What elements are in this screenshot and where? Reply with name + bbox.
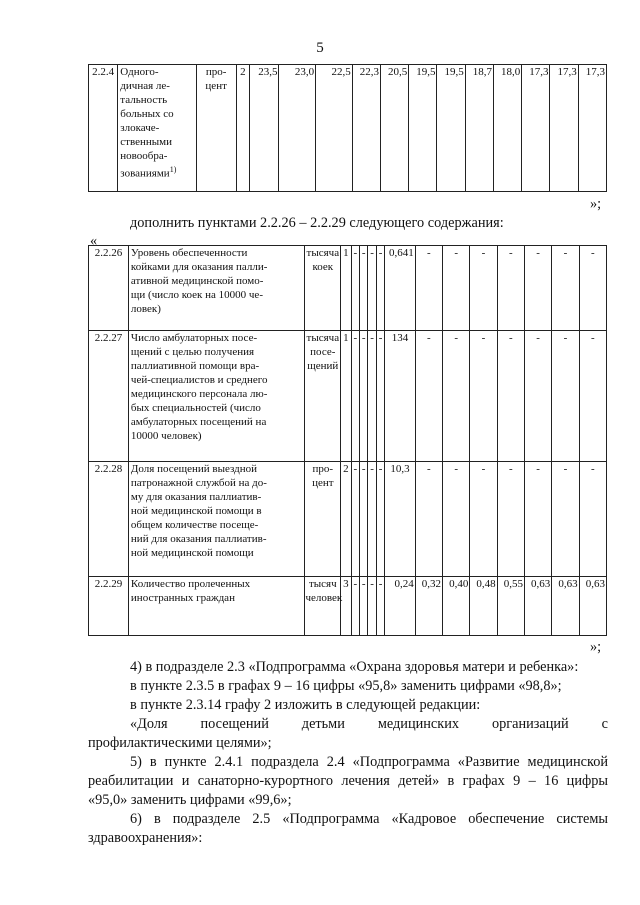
row-col: 2 (341, 461, 352, 576)
row-number: 2.2.28 (89, 461, 129, 576)
row-number: 2.2.26 (89, 246, 129, 331)
row-name: Количество пролеченных иностранных граждан (128, 576, 305, 635)
value-cell: - (579, 330, 606, 461)
row-name: Одного- дичная ле- тальность больных со злокаче- ственными новообра- зованиями$^{1)}$ (118, 65, 196, 192)
table-row (89, 576, 607, 635)
paragraph-4-line-4: «Доля посещений детьми медицинских организаций с (130, 716, 608, 732)
value-cell: 0,63 (552, 576, 579, 635)
value-cell: 23,0 (279, 65, 316, 192)
paragraph-4-line-1: 4) в подразделе 2.3 «Подпрограмма «Охрана здоровья матери и ребенка»: (130, 659, 579, 675)
value-cell: 19,5 (437, 65, 465, 192)
value-cell: 0,32 (415, 576, 442, 635)
value-cell: - (470, 461, 497, 576)
open-quote: « (90, 233, 98, 249)
table-2-2-26-29 (88, 245, 607, 636)
row-col: 3 (341, 576, 352, 635)
row-unit: тысяч человек (305, 576, 341, 635)
row-unit: тысяча посе- щений (305, 330, 341, 461)
intro-line: дополнить пунктами 2.2.26 – 2.2.29 следующего содержания: (130, 215, 504, 231)
row-col2: 2 (236, 65, 250, 192)
row-unit: про- цент (305, 461, 341, 576)
value-cell: 0,40 (443, 576, 470, 635)
row-col: - (376, 330, 384, 461)
table-row (89, 246, 607, 331)
value-cell: - (497, 246, 524, 331)
value-cell: - (552, 461, 579, 576)
value-cell: - (497, 461, 524, 576)
value-cell: 0,641 (385, 246, 415, 331)
row-col: - (351, 461, 359, 576)
row-number: 2.2.4 (89, 65, 118, 192)
table-row (89, 65, 607, 192)
row-number: 2.2.29 (89, 576, 129, 635)
row-unit: про- цент (196, 65, 236, 192)
row-name: Уровень обеспеченности койками для оказания палли- ативной медицинской помо- щи (число коек на 10000 че- ловек) (128, 246, 305, 331)
row-col: - (360, 461, 368, 576)
paragraph-4-line-3: в пункте 2.3.14 графу 2 изложить в следующей редакции: (130, 697, 481, 713)
row-col: - (360, 246, 368, 331)
value-cell: 22,5 (316, 65, 353, 192)
value-cell: - (552, 330, 579, 461)
row-col: - (351, 576, 359, 635)
value-cell: 17,3 (550, 65, 578, 192)
value-cell: 20,5 (380, 65, 408, 192)
value-cell: - (524, 461, 551, 576)
value-cell: 18,0 (493, 65, 521, 192)
page-number: 5 (316, 40, 324, 56)
value-cell: - (497, 330, 524, 461)
value-cell: - (579, 461, 606, 576)
value-cell: 0,63 (524, 576, 551, 635)
row-col: - (376, 461, 384, 576)
row-col: - (368, 246, 376, 331)
paragraph-5-line-3: «95,0» заменить цифрами «99,6»; (88, 792, 292, 808)
row-col: - (368, 330, 376, 461)
paragraph-5-line-2: реабилитации и санаторно-курортного лечения детей» в графах 9 – 16 цифры (88, 773, 608, 789)
row-unit: тысяча коек (305, 246, 341, 331)
row-col: - (360, 576, 368, 635)
row-col: - (376, 576, 384, 635)
value-cell: - (415, 246, 442, 331)
value-cell: 23,5 (250, 65, 279, 192)
paragraph-6-line-2: здравоохранения»: (88, 830, 203, 846)
value-cell: - (415, 461, 442, 576)
table-row (89, 330, 607, 461)
row-name: Доля посещений выездной патронажной службой на до- му для оказания паллиатив- ной медицинской помощи в общем количестве посеще- ний для оказания паллиатив- ной медицинской помощи (128, 461, 305, 576)
paragraph-4-line-5: профилактическими целями»; (88, 735, 272, 751)
table-row (89, 461, 607, 576)
closing-quote-2: »; (590, 639, 602, 655)
value-cell: 0,48 (470, 576, 497, 635)
value-cell: - (443, 461, 470, 576)
value-cell: - (415, 330, 442, 461)
row-col: - (360, 330, 368, 461)
row-number: 2.2.27 (89, 330, 129, 461)
value-cell: - (470, 330, 497, 461)
value-cell: 0,63 (579, 576, 606, 635)
value-cell: 10,3 (385, 461, 415, 576)
row-col: - (368, 576, 376, 635)
value-cell: - (524, 330, 551, 461)
row-col: 1 (341, 330, 352, 461)
paragraph-4-line-2: в пункте 2.3.5 в графах 9 – 16 цифры «95,8» заменить цифрами «98,8»; (130, 678, 562, 694)
value-cell: 17,3 (578, 65, 606, 192)
footnote-marker: 1) (169, 165, 177, 174)
value-cell: 22,3 (352, 65, 380, 192)
closing-quote-1: »; (590, 196, 602, 212)
value-cell: - (443, 246, 470, 331)
table-2-2-4 (88, 64, 607, 192)
row-col: - (351, 246, 359, 331)
paragraph-5-line-1: 5) в пункте 2.4.1 подраздела 2.4 «Подпрограмма «Развитие медицинской (130, 754, 608, 770)
value-cell: 0,55 (497, 576, 524, 635)
value-cell: 0,24 (385, 576, 415, 635)
value-cell: 19,5 (409, 65, 437, 192)
value-cell: - (552, 246, 579, 331)
row-name: Число амбулаторных посе- щений с целью получения паллиативной помощи вра- чей-специалистов и среднего медицинского персонала лю- бых специальностей (число амбулаторных посещений на 10000 человек) (128, 330, 305, 461)
value-cell: 18,7 (465, 65, 493, 192)
row-col: - (376, 246, 384, 331)
value-cell: - (470, 246, 497, 331)
value-cell: 134 (385, 330, 415, 461)
paragraph-6-line-1: 6) в подразделе 2.5 «Подпрограмма «Кадровое обеспечение системы (130, 811, 608, 827)
value-cell: - (579, 246, 606, 331)
row-col: 1 (341, 246, 352, 331)
row-col: - (351, 330, 359, 461)
value-cell: 17,3 (522, 65, 550, 192)
value-cell: - (524, 246, 551, 331)
row-col: - (368, 461, 376, 576)
value-cell: - (443, 330, 470, 461)
